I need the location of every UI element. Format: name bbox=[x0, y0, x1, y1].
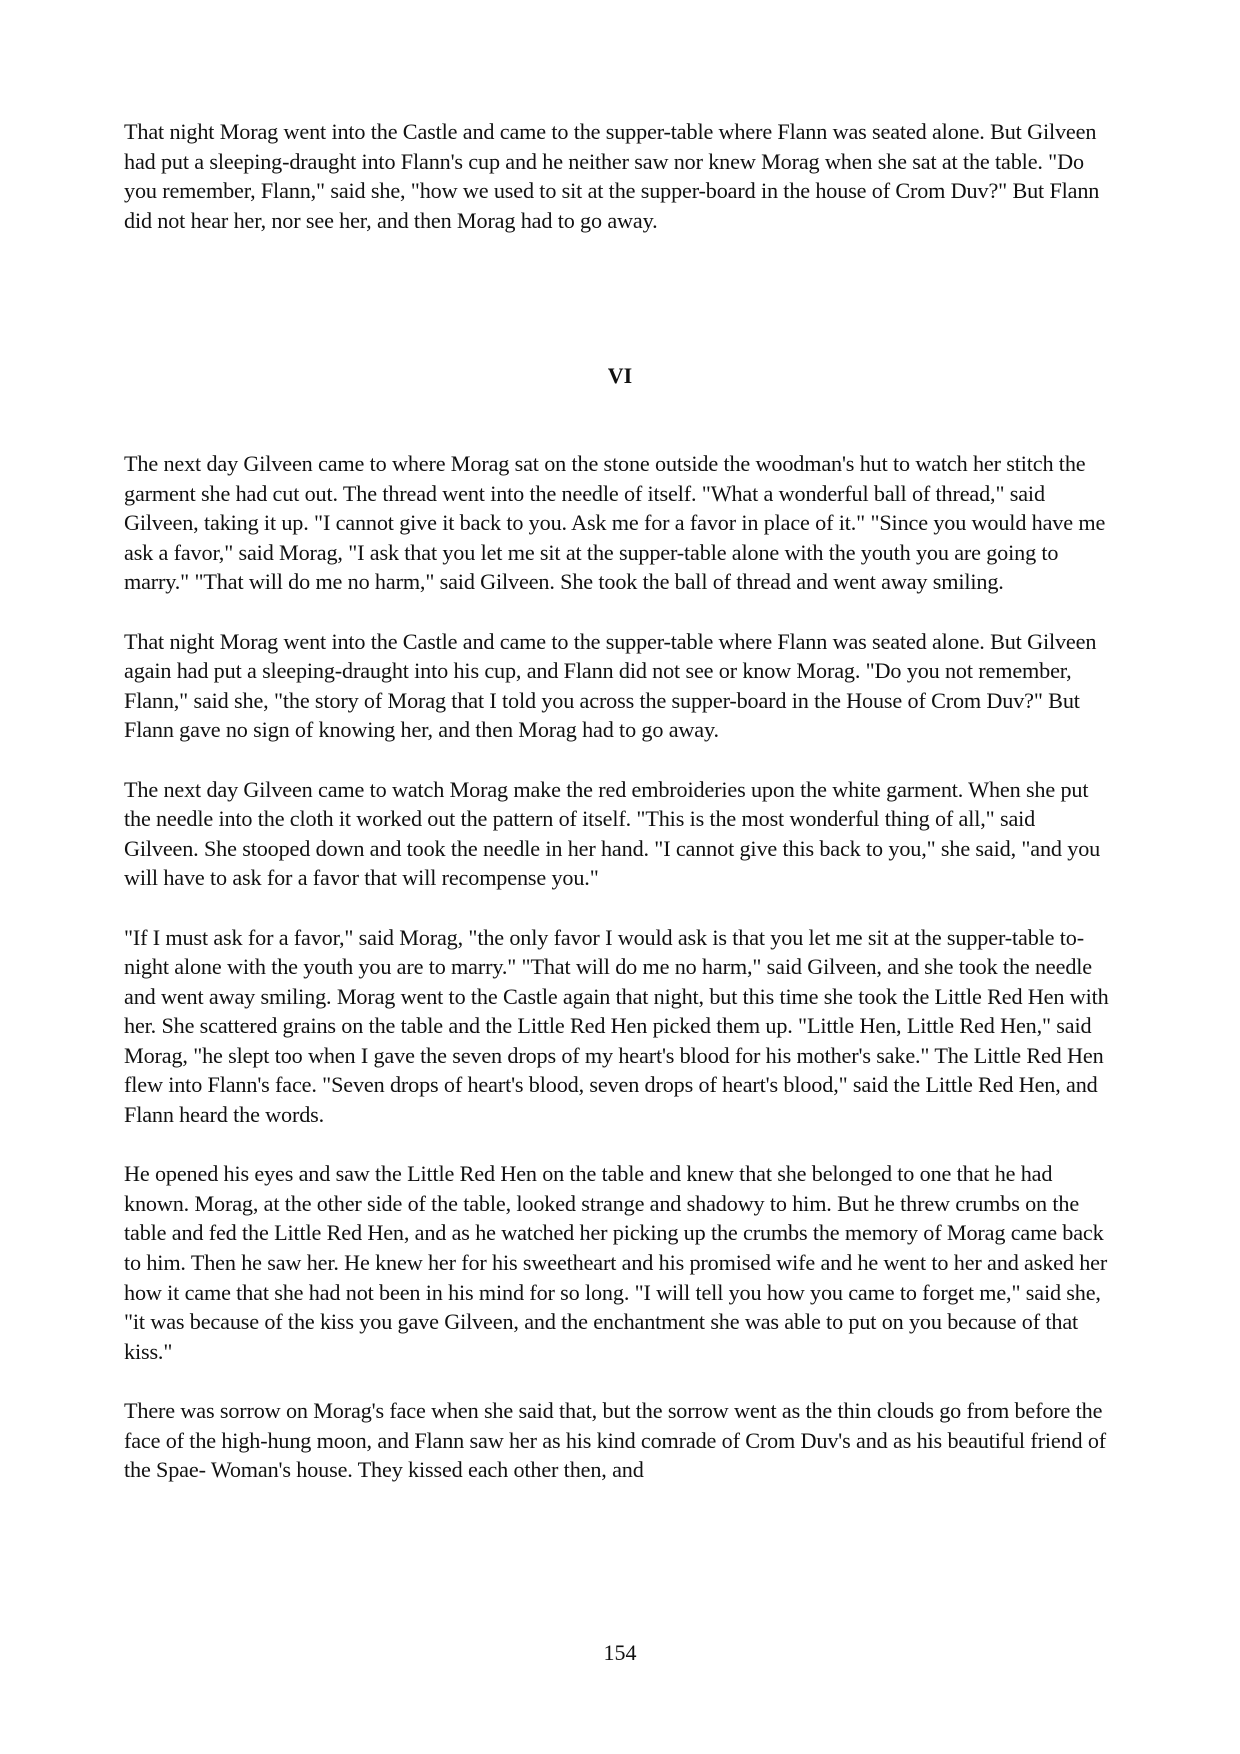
paragraph-1: That night Morag went into the Castle and came to the supper-table where Flann was seated alone. But Gilveen had put a sleeping-draught into Flann's cup and he neither saw nor knew Morag when she sat at the table. "Do you remember, Flann," said she, "how we used to sit at the supper-board in the house of Crom Duv?" But Flann did not hear her, nor see her, and then Morag had to go away. bbox=[124, 119, 1100, 233]
paragraph-6: He opened his eyes and saw the Little Red Hen on the table and knew that she belonged to one that he had known. Morag, at the other side of the table, looked strange and shadowy to him. But he threw crumbs on the table and fed the Little Red Hen, and as he watched her picking up the crumbs the memory of Morag came back to him. Then he saw her. He knew her for his sweetheart and his promised wife and he went to her and asked her how it came that she had not been in his mind for so long. "I will tell you how you came to forget me," said she, "it was because of the kiss you gave Gilveen, and the enchantment she was able to put on you because of that kiss." bbox=[124, 1161, 1108, 1364]
page-number: 154 bbox=[603, 1640, 637, 1665]
paragraph-3: That night Morag went into the Castle and came to the supper-table where Flann was seated alone. But Gilveen again had put a sleeping-draught into his cup, and Flann did not see or know Morag. "Do you not remember, Flann," said she, "the story of Morag that I told you across the supper-board in the House of Crom Duv?" But Flann gave no sign of knowing her, and then Morag had to go away. bbox=[124, 628, 1097, 743]
section-heading: VI bbox=[607, 363, 633, 388]
paragraph-5: "If I must ask for a favor," said Morag, "the only favor I would ask is that you let me sit at the supper-table to-night alone with the youth you are to marry." "That will do me no harm," said Gilveen, and she took the needle and went away smiling. Morag went to the Castle again that night, but this time she took the Little Red Hen with her. She scattered grains on the table and the Little Red Hen picked them up. "Little Hen, Little Red Hen," said Morag, "he slept too when I gave the seven drops of my heart's blood for his mother's sake." The Little Red Hen flew into Flann's face. "Seven drops of heart's blood, seven drops of heart's blood," said the Little Red Hen, and Flann heard the words. bbox=[124, 924, 1109, 1128]
paragraph-7: There was sorrow on Morag's face when she said that, but the sorrow went as the thin clouds go from before the face of the high-hung moon, and Flann saw her as his kind comrade of Crom Duv's and as his beautiful friend of the Spae- Woman's house. They kissed each other then, and bbox=[124, 1398, 1107, 1483]
paragraph-block-main bbox=[124, 449, 1114, 1485]
paragraph-2: The next day Gilveen came to where Morag sat on the stone outside the woodman's hut to watch her stitch the garment she had cut out. The thread went into the needle of itself. "What a wonderful ball of thread," said Gilveen, taking it up. "I cannot give it back to you. Ask me for a favor in place of it." "Since you would have me ask a favor," said Morag, "I ask that you let me sit at the supper-table alone with the youth you are going to marry." "That will do me no harm," said Gilveen. She took the ball of thread and went away smiling. bbox=[124, 451, 1106, 595]
paragraph-4: The next day Gilveen came to watch Morag make the red embroideries upon the white garment. When she put the needle into the cloth it worked out the pattern of itself. "This is the most wonderful thing of all," said Gilveen. She stooped down and took the needle in her hand. "I cannot give this back to you," she said, "and you will have to ask for a favor that will recompense you." bbox=[124, 776, 1101, 891]
paragraph-block-top bbox=[124, 117, 1114, 235]
